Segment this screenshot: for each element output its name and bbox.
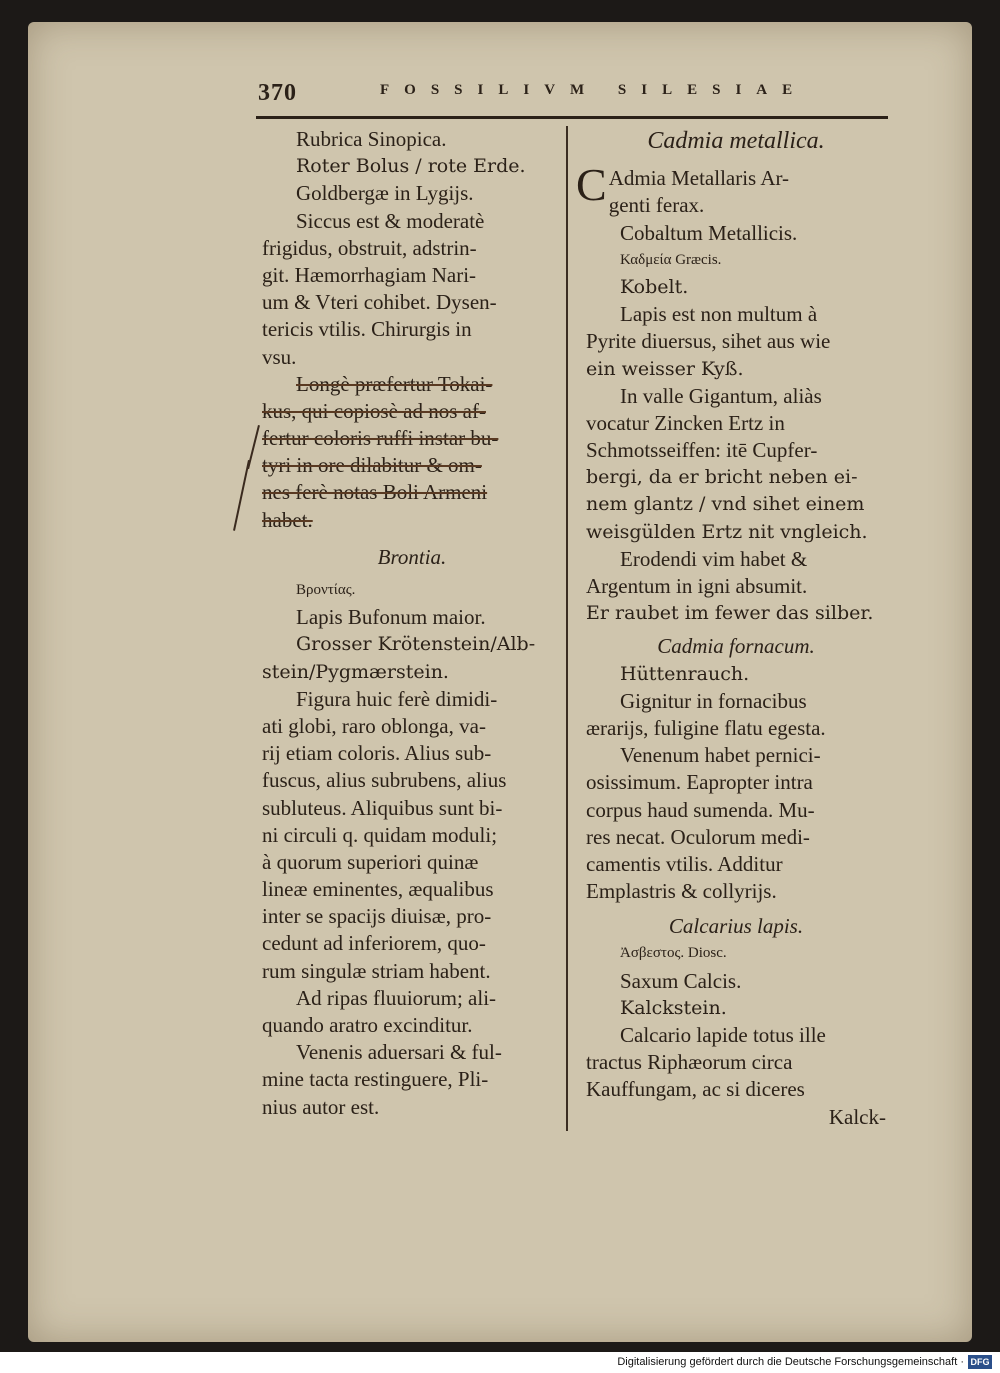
- text-line: cedunt ad inferiorem, quo-: [262, 931, 486, 956]
- text-line: Calcario lapide totus ille: [620, 1023, 826, 1047]
- dropcap-paragraph: [576, 159, 886, 219]
- text-line: Rubrica Sinopica.: [296, 127, 447, 151]
- text-line: Argentum in igni absumit.: [586, 574, 808, 598]
- text-line: vsu.: [262, 344, 297, 369]
- text-line: bergi, da er bricht neben ei-: [586, 466, 858, 489]
- text-line: quando aratro excinditur.: [262, 1013, 473, 1037]
- text-line: Er raubet im fewer das silber.: [586, 602, 874, 625]
- text-line: mine tacta restinguere, Pli-: [262, 1067, 489, 1092]
- catchword: Kalck-: [828, 1104, 886, 1129]
- text-line: corpus haud sumenda. Mu-: [586, 797, 815, 822]
- struck-line: fertur coloris ruffi instar bu-: [262, 426, 499, 451]
- struck-line: tyri in ore dilabitur & om-: [262, 453, 482, 478]
- text-line: Figura huic ferè dimidi-: [296, 686, 498, 711]
- text-line: vocatur Zincken Ertz in: [586, 410, 785, 435]
- text-line: In valle Gigantum, aliàs: [620, 383, 822, 408]
- text-line: Lapis Bufonum maior.: [296, 605, 486, 630]
- text-line: git. Hæmorrhagiam Nari-: [262, 262, 477, 287]
- struck-line: kus, qui copiosè ad nos af-: [262, 398, 486, 423]
- running-title: FOSSILIVM SILESIAE: [380, 82, 808, 98]
- text-line: camentis vtilis. Additur: [586, 851, 783, 876]
- right-column: [576, 128, 886, 1131]
- text-line: Cobaltum Metallicis.: [620, 220, 798, 245]
- text-line: Kauffungam, ac si diceres: [586, 1077, 805, 1102]
- page-number: 370: [258, 80, 297, 106]
- struck-line: nes ferè notas Boli Armeni: [262, 480, 488, 505]
- text-line: genti ferax.: [608, 193, 705, 218]
- text-line: lineæ eminentes, æqualibus: [262, 877, 494, 902]
- greek-name: Βροντίας.: [296, 582, 356, 598]
- section-heading: Calcarius lapis.: [668, 914, 804, 939]
- text-line: ati globi, raro oblonga, va-: [262, 713, 486, 738]
- text-line: ni circuli q. quidam moduli;: [262, 822, 498, 847]
- struck-line: Longè præfertur Tokai-: [296, 371, 493, 396]
- text-line: tericis vtilis. Chirurgis in: [262, 317, 472, 342]
- text-line: Erodendi vim habet &: [620, 546, 808, 571]
- text-line: Kalckstein.: [620, 996, 727, 1019]
- text-line: Grosser Krötenstein/Alb-: [296, 633, 536, 656]
- text-line: Venenum habet pernici-: [620, 743, 821, 768]
- text-line: Siccus est & moderatè: [296, 208, 485, 233]
- text-line: ein weisser Kyß.: [586, 357, 744, 380]
- text-line: Emplastris & collyrijs.: [586, 879, 777, 904]
- text-line: rum singulæ striam habent.: [262, 958, 491, 983]
- dfg-logo: DFG: [968, 1355, 992, 1369]
- text-line: nius autor est.: [262, 1094, 380, 1119]
- text-line: rij etiam coloris. Alius sub-: [262, 741, 492, 766]
- drop-capital: C: [576, 159, 607, 211]
- text-line: frigidus, obstruit, adstrin-: [262, 235, 477, 260]
- text-line: Goldbergæ in Lygijs.: [296, 181, 474, 206]
- text-line: tractus Riphæorum circa: [586, 1050, 793, 1075]
- header-rule: [256, 116, 888, 119]
- section-heading: Cadmia metallica.: [647, 128, 825, 154]
- text-line: Venenis aduersari & ful-: [296, 1040, 502, 1065]
- text-line: weisgülden Ertz nit vngleich.: [586, 520, 868, 543]
- text-line: Saxum Calcis.: [620, 968, 742, 993]
- text-line: um & Vteri cohibet. Dysen-: [262, 290, 497, 315]
- funding-credit: Digitalisierung gefördert durch die Deutsche Forschungsgemeinschaft ·: [617, 1356, 964, 1368]
- text-line: osissimum. Eapropter intra: [586, 770, 813, 795]
- column-divider: [566, 126, 568, 1131]
- left-column: [262, 126, 562, 1121]
- section-heading: Cadmia fornacum.: [657, 634, 815, 659]
- text-line: Schmotsseiffen: itē Cupfer-: [586, 438, 818, 463]
- text-line: ærarijs, fuligine flatu egesta.: [586, 715, 826, 740]
- greek-name: Καδμεία Græcis.: [620, 251, 722, 268]
- text-line: inter se spacijs diuisæ, pro-: [262, 904, 492, 929]
- text-line: Gignitur in fornacibus: [620, 688, 807, 713]
- text-line: Roter Bolus / rote Erde.: [296, 155, 526, 178]
- text-line: Admia Metallaris Ar-: [608, 166, 790, 191]
- text-line: stein/Pygmærstein.: [262, 660, 449, 683]
- footer-bar: [0, 1352, 1000, 1373]
- section-heading: Brontia.: [377, 544, 447, 569]
- text-line: nem glantz / vnd sihet einem: [586, 493, 865, 516]
- text-line: subluteus. Aliquibus sunt bi-: [262, 795, 503, 820]
- text-line: res necat. Oculorum medi-: [586, 824, 810, 849]
- text-line: Pyrite diuersus, sihet aus wie: [586, 329, 831, 354]
- text-line: Hüttenrauch.: [620, 662, 750, 685]
- struck-line: habet.: [262, 507, 313, 532]
- text-line: Kobelt.: [620, 275, 689, 298]
- greek-name: Ἀσβεστος. Diosc.: [620, 945, 727, 962]
- text-line: Lapis est non multum à: [620, 302, 818, 327]
- text-line: à quorum superiori quinæ: [262, 849, 479, 874]
- text-line: fuscus, alius subrubens, alius: [262, 768, 507, 793]
- text-line: Ad ripas fluuiorum; ali-: [296, 985, 497, 1010]
